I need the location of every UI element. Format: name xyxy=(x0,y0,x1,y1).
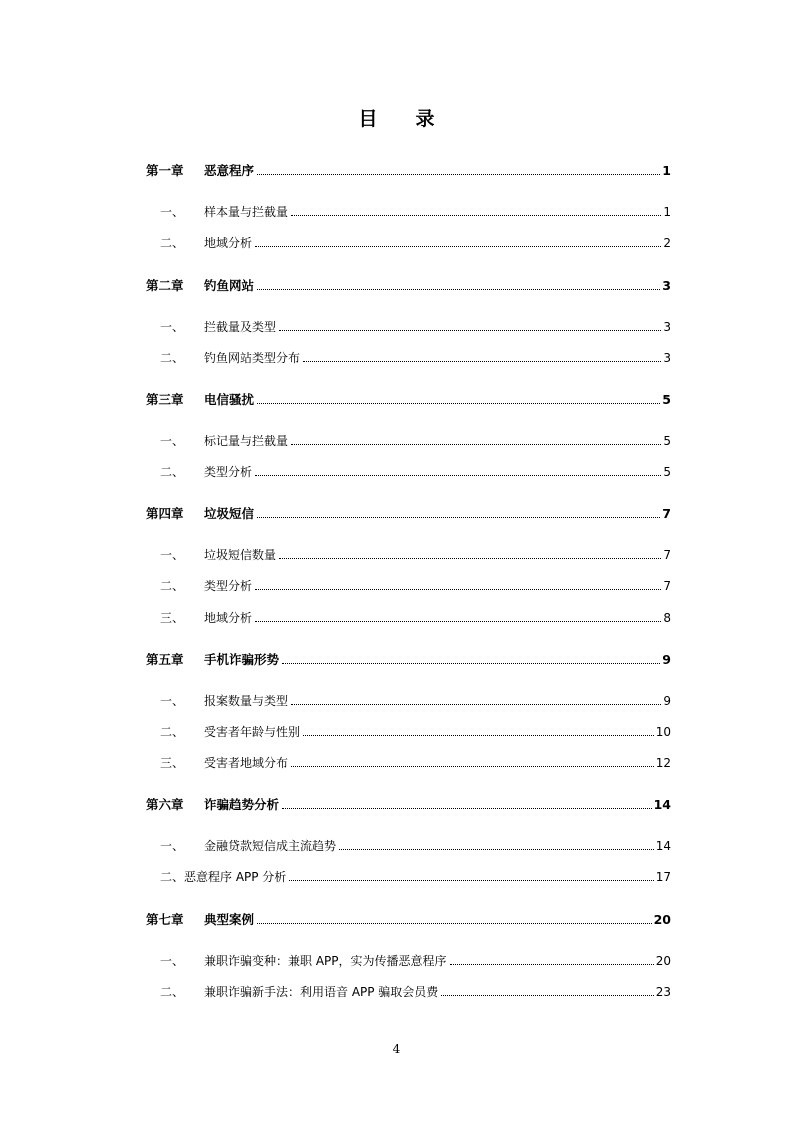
toc-entry-number: 二、 xyxy=(160,579,185,593)
toc-entry-label: 拦截量及类型 xyxy=(204,320,277,334)
dot-leader xyxy=(291,765,654,767)
toc-entry-number: 第七章 xyxy=(146,912,184,927)
toc-entry-page: 3 xyxy=(662,278,671,293)
toc-entry-number: 二、 xyxy=(160,465,185,479)
toc-entry-number: 第二章 xyxy=(146,278,184,293)
toc-entry-page: 20 xyxy=(653,912,671,927)
toc-entry-number: 第五章 xyxy=(146,652,184,667)
toc-entry-label: 电信骚扰 xyxy=(204,392,255,407)
toc-entry-number: 二、 xyxy=(160,351,185,365)
toc-entry-label: 报案数量与类型 xyxy=(204,694,289,708)
dot-leader xyxy=(282,807,652,809)
toc-entry-page: 2 xyxy=(663,236,671,250)
toc-entry[interactable] xyxy=(146,722,671,740)
dot-leader xyxy=(257,402,660,404)
dot-leader xyxy=(282,662,660,664)
toc-entry[interactable] xyxy=(146,390,671,408)
toc-entry-page: 9 xyxy=(663,694,671,708)
toc-entry-number: 二、 xyxy=(160,236,185,250)
dot-leader xyxy=(291,443,661,445)
dot-leader xyxy=(289,879,653,881)
toc-entry[interactable] xyxy=(146,431,671,449)
toc-entry-label: 类型分析 xyxy=(204,465,253,479)
dot-leader xyxy=(257,922,652,924)
page-title xyxy=(0,104,793,131)
toc-entry-page: 9 xyxy=(662,652,671,667)
toc-entry-label: 受害者年龄与性别 xyxy=(204,725,301,739)
toc-entry-number: 一、 xyxy=(160,954,185,968)
toc-entry-number: 一、 xyxy=(160,205,185,219)
toc-entry-label: 典型案例 xyxy=(204,912,255,927)
toc-entry[interactable] xyxy=(146,951,671,969)
toc-entry-page: 7 xyxy=(663,548,671,562)
toc-entry[interactable] xyxy=(146,317,671,335)
toc-entry[interactable] xyxy=(146,650,671,668)
dot-leader xyxy=(255,588,661,590)
title-char-2: 录 xyxy=(415,108,435,130)
toc-entry-label: 恶意程序 xyxy=(204,163,255,178)
toc-entry-label: 金融贷款短信成主流趋势 xyxy=(204,839,337,853)
toc-entry-number: 三、 xyxy=(160,756,185,770)
toc-entry-page: 5 xyxy=(663,434,671,448)
title-char-1: 目 xyxy=(358,108,378,130)
dot-leader xyxy=(291,214,661,216)
toc-entry[interactable] xyxy=(146,576,671,594)
toc-entry[interactable] xyxy=(146,982,671,1000)
toc-entry[interactable] xyxy=(146,691,671,709)
toc-entry[interactable] xyxy=(146,795,671,813)
toc-entry[interactable] xyxy=(146,753,671,771)
toc-entry[interactable] xyxy=(146,276,671,294)
toc-entry-number: 一、 xyxy=(160,434,185,448)
toc-entry[interactable] xyxy=(160,867,671,885)
toc-entry-page: 3 xyxy=(663,320,671,334)
toc-entry-page: 10 xyxy=(655,725,671,739)
toc-entry-page: 5 xyxy=(662,392,671,407)
toc-entry-number: 三、 xyxy=(160,611,185,625)
toc-entry[interactable] xyxy=(146,462,671,480)
toc-entry-label: 诈骗趋势分析 xyxy=(204,797,280,812)
dot-leader xyxy=(279,329,661,331)
dot-leader xyxy=(255,620,661,622)
dot-leader xyxy=(255,245,661,247)
toc-entry[interactable] xyxy=(146,836,671,854)
toc-entry-page: 20 xyxy=(655,954,671,968)
toc-entry-page: 12 xyxy=(655,756,671,770)
dot-leader xyxy=(257,288,660,290)
toc-entry-page: 7 xyxy=(662,506,671,521)
toc-entry-page: 1 xyxy=(663,205,671,219)
toc-entry-label: 地域分析 xyxy=(204,611,253,625)
dot-leader xyxy=(291,703,661,705)
toc-entry[interactable] xyxy=(146,504,671,522)
dot-leader xyxy=(257,516,660,518)
toc-entry-page: 14 xyxy=(655,839,671,853)
toc-entry-number: 第三章 xyxy=(146,392,184,407)
dot-leader xyxy=(257,173,660,175)
page-number: 4 xyxy=(392,1042,401,1056)
toc-entry-page: 3 xyxy=(663,351,671,365)
toc-entry-label: 兼职诈骗变种：兼职 APP，实为传播恶意程序 xyxy=(204,954,447,968)
toc-entry-page: 23 xyxy=(655,985,671,999)
toc-entry-page: 5 xyxy=(663,465,671,479)
toc-entry-label: 地域分析 xyxy=(204,236,253,250)
dot-leader xyxy=(339,848,654,850)
toc-entry-label: 二、恶意程序 APP 分析 xyxy=(160,870,287,884)
toc-entry-label: 手机诈骗形势 xyxy=(204,652,280,667)
toc-entry-label: 垃圾短信 xyxy=(204,506,255,521)
toc-entry-label: 钓鱼网站 xyxy=(204,278,255,293)
dot-leader xyxy=(303,734,654,736)
toc-entry-label: 样本量与拦截量 xyxy=(204,205,289,219)
toc-entry-page: 14 xyxy=(653,797,671,812)
toc-entry-label: 标记量与拦截量 xyxy=(204,434,289,448)
dot-leader xyxy=(450,963,654,965)
toc-entry-page: 17 xyxy=(655,870,671,884)
toc-entry-page: 1 xyxy=(662,163,671,178)
toc-entry-label: 垃圾短信数量 xyxy=(204,548,277,562)
toc-entry-number: 一、 xyxy=(160,548,185,562)
toc-entry-number: 第六章 xyxy=(146,797,184,812)
toc-entry-number: 第四章 xyxy=(146,506,184,521)
toc-entry-number: 二、 xyxy=(160,985,185,999)
toc-entry-page: 8 xyxy=(663,611,671,625)
dot-leader xyxy=(303,360,661,362)
toc-entry-label: 钓鱼网站类型分布 xyxy=(204,351,301,365)
toc-entry-number: 一、 xyxy=(160,839,185,853)
toc-entry[interactable] xyxy=(146,161,671,179)
toc-entry[interactable] xyxy=(146,348,671,366)
toc-entry[interactable] xyxy=(146,233,671,251)
toc-entry-number: 一、 xyxy=(160,694,185,708)
toc-entry-label: 兼职诈骗新手法：利用语音 APP 骗取会员费 xyxy=(204,985,439,999)
dot-leader xyxy=(441,994,653,996)
toc-entry-page: 7 xyxy=(663,579,671,593)
toc-entry[interactable] xyxy=(146,545,671,563)
toc-entry-number: 二、 xyxy=(160,725,185,739)
toc-entry[interactable] xyxy=(146,608,671,626)
toc-entry[interactable] xyxy=(146,910,671,928)
toc-entry[interactable] xyxy=(146,202,671,220)
dot-leader xyxy=(255,474,661,476)
dot-leader xyxy=(279,557,661,559)
toc-entry-label: 受害者地域分布 xyxy=(204,756,289,770)
toc-entry-label: 类型分析 xyxy=(204,579,253,593)
toc-entry-number: 第一章 xyxy=(146,163,184,178)
toc-entry-number: 一、 xyxy=(160,320,185,334)
